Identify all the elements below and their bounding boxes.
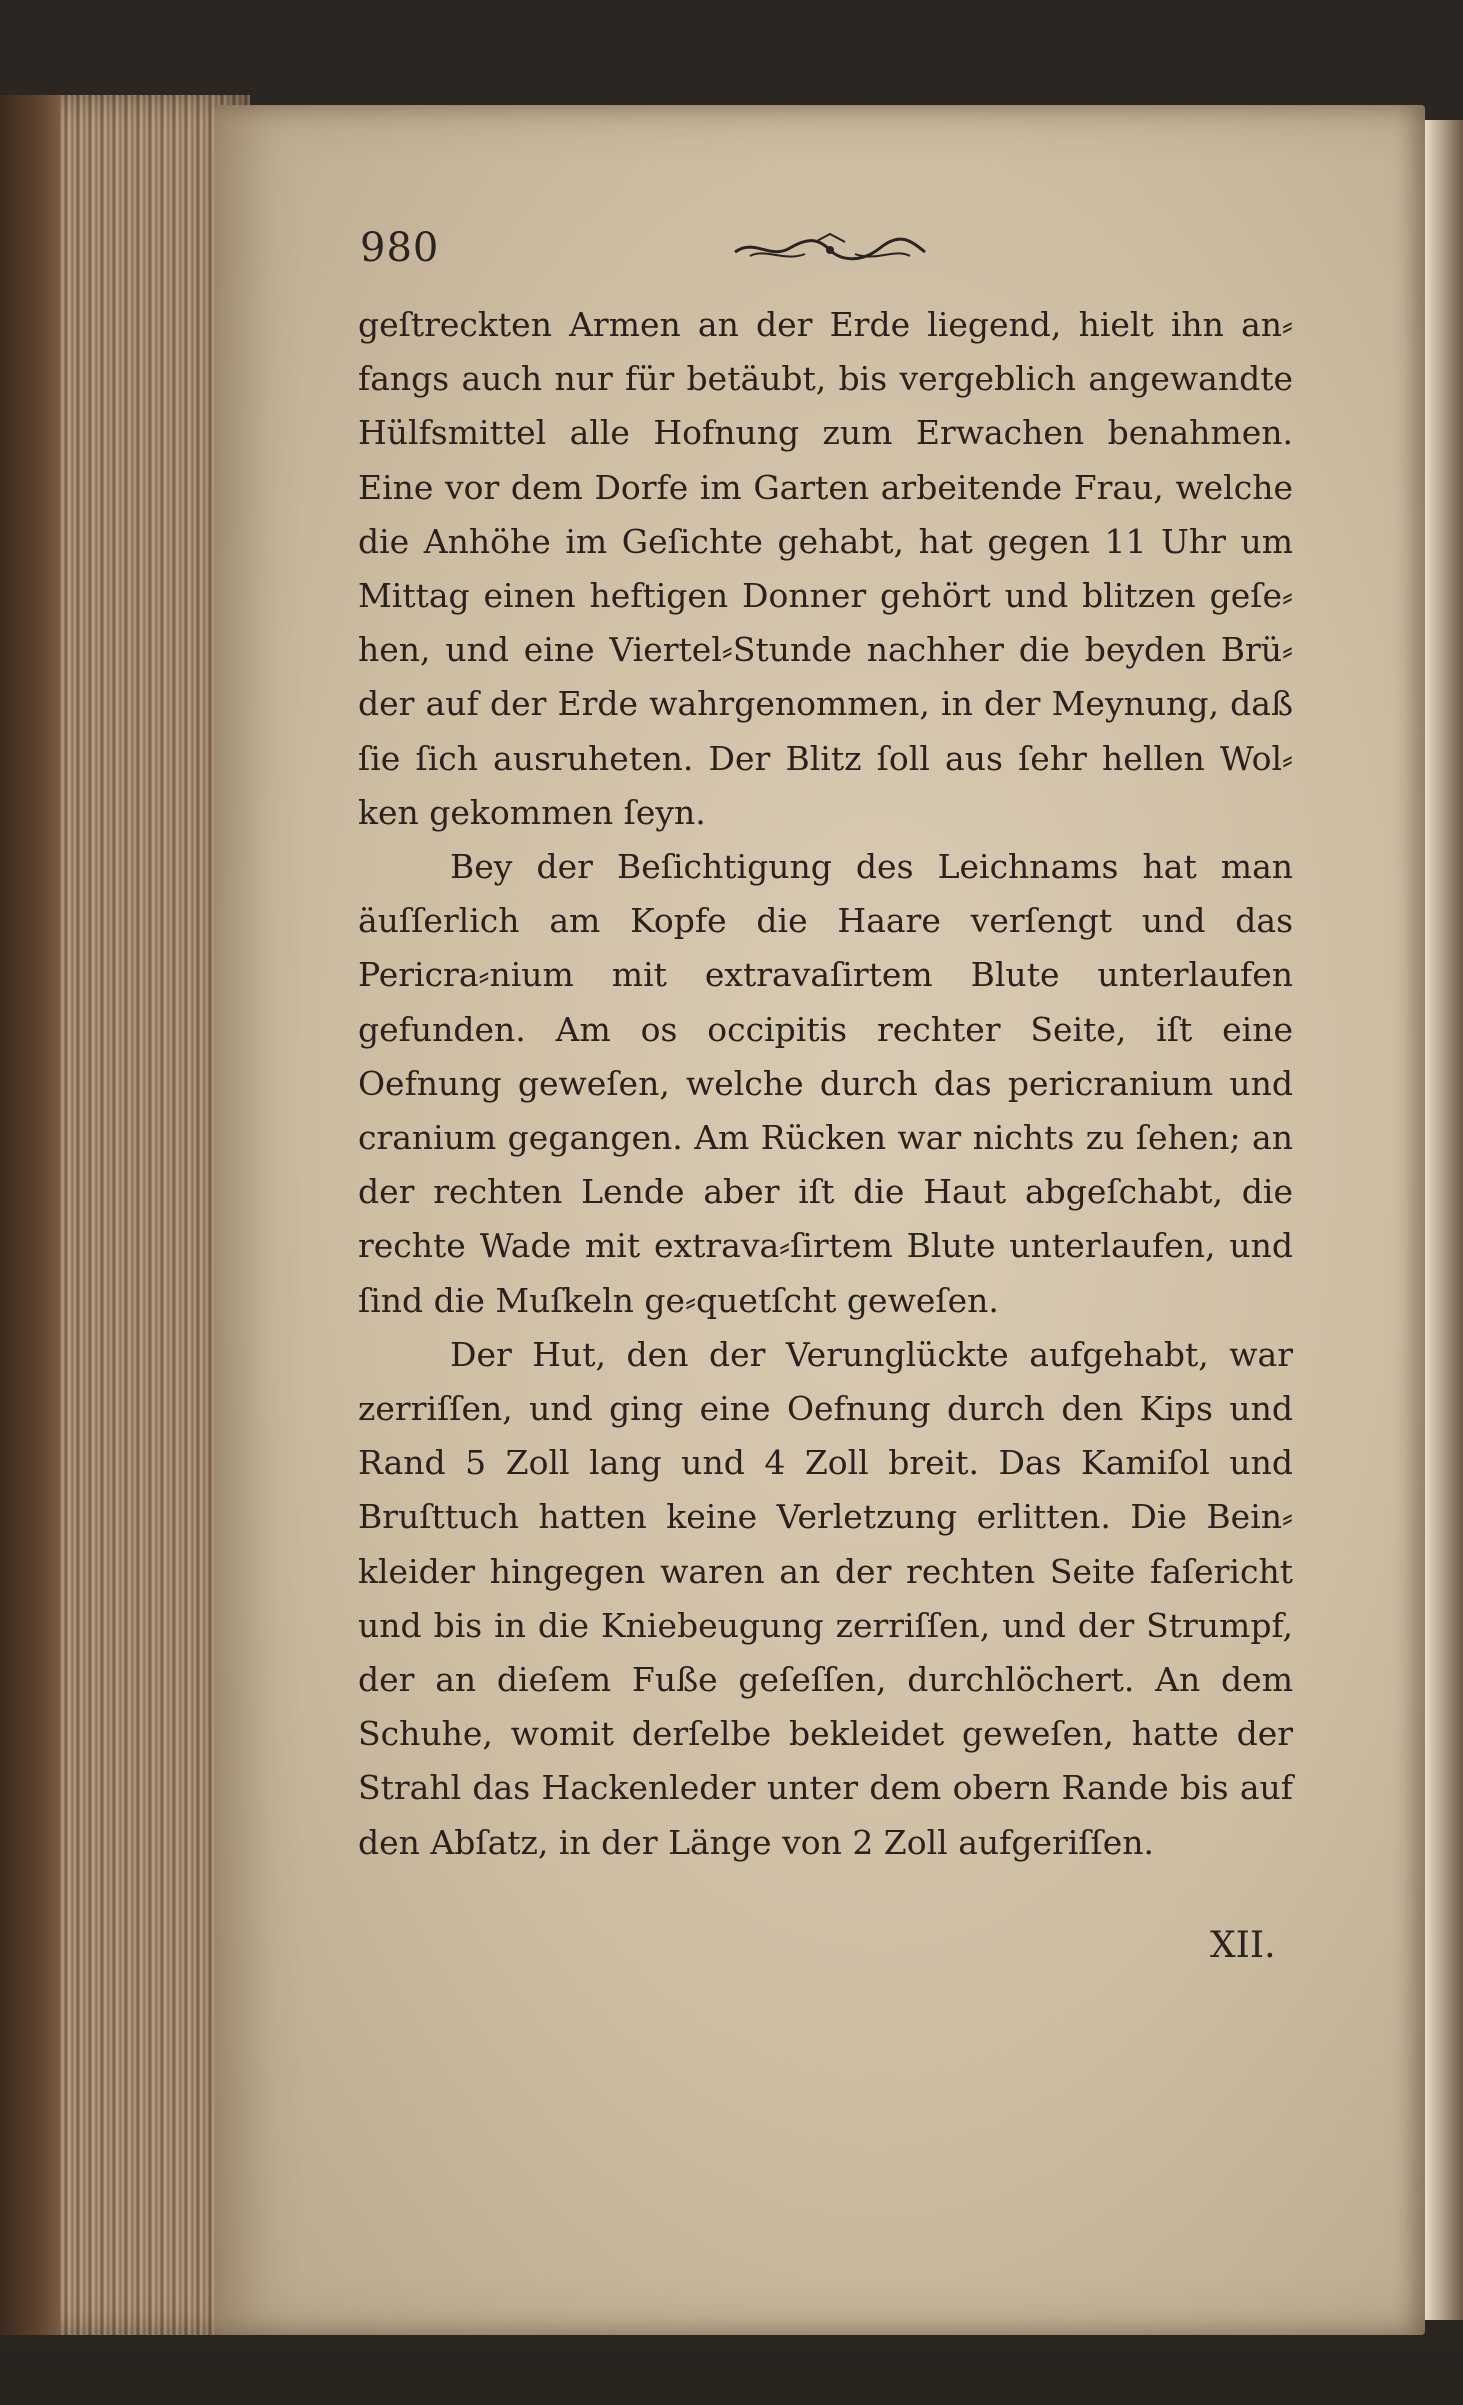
body-text: [358, 298, 1293, 1870]
paragraph-3: Der Hut, den der Verunglückte aufgehabt, war zerriſſen, und ging eine Oefnung durch den Kips und Rand 5 Zoll lang und 4 Zoll breit. Das Kamiſol und Bruſttuch hatten keine Verletzung erlitten. Die Bein⸗kleider hingegen waren an der rechten Seite faſericht und bis in die Kniebeugung zerriſſen, und der Strumpf, der an dieſem Fuße geſeſſen, durchlöchert. An dem Schuhe, womit derſelbe bekleidet geweſen, hatte der Strahl das Hackenleder unter dem obern Rande bis auf den Abſatz, in der Länge von 2 Zoll aufgeriſſen.: [358, 1334, 1293, 1862]
paragraph-1: geſtreckten Armen an der Erde liegend, hielt ihn an⸗fangs auch nur für betäubt, bis vergeblich angewandte Hülfsmittel alle Hofnung zum Erwachen benahmen. Eine vor dem Dorfe im Garten arbeitende Frau, welche die Anhöhe im Geſichte gehabt, hat gegen 11 Uhr um Mittag einen heftigen Donner gehört und blitzen geſe⸗hen, und eine Viertel⸗Stunde nachher die beyden Brü⸗der auf der Erde wahrgenommen, in der Meynung, daß ſie ſich ausruheten. Der Blitz ſoll aus ſehr hellen Wol⸗ken gekommen ſeyn.: [358, 305, 1293, 832]
catchword: XII.: [1210, 1925, 1276, 1966]
page-header: [360, 225, 1300, 285]
paragraph-2: Bey der Beſichtigung des Leichnams hat man äuſſerlich am Kopfe die Haare verſengt und das Pericra⸗nium mit extravaſirtem Blute unterlaufen gefunden. Am os occipitis rechter Seite, iſt eine Oefnung geweſen, welche durch das pericranium und cranium gegangen. Am Rücken war nichts zu ſehen; an der rechten Lende aber iſt die Haut abgeſchabt, die rechte Wade mit extrava⸗ſirtem Blute unterlaufen, und ſind die Muſkeln ge⸗quetſcht geweſen.: [358, 847, 1293, 1320]
book-binding: [0, 95, 60, 2335]
page-number: 980: [360, 225, 440, 271]
printer-ornament-icon: [730, 230, 930, 270]
